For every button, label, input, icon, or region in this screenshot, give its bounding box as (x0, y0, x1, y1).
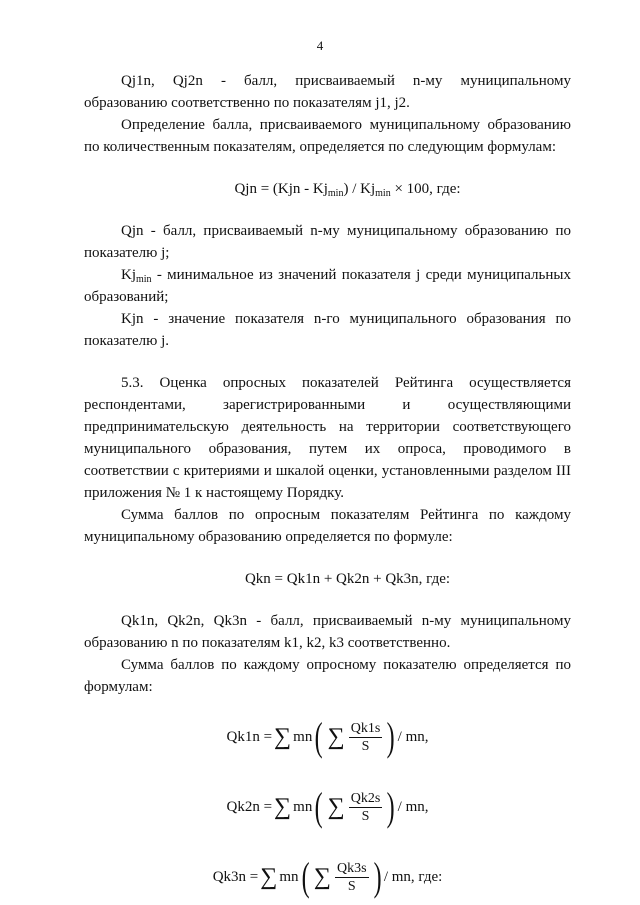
paragraph-qk-legend: Qk1n, Qk2n, Qk3n - балл, присваиваемый n-му муниципальному образованию n по показателям k1, k2, k3 соответственно. (84, 613, 571, 651)
formula-qk2n-tail: / mn, (397, 799, 429, 815)
fraction-numerator: Qk2s (350, 790, 381, 806)
formula-qk3n-mn: mn (279, 869, 299, 885)
fraction-denominator: S (361, 808, 370, 824)
paragraph-section-5-3: 5.3. Оценка опросных показателей Рейтинга осуществляется респондентами, зарегистрированными и осуществляющими предпринимательскую деятельность на территории соответствующего муниципального образования, путем их опроса, проводимого в соответствии с критериями и шкалой оценки, установленными разделом III приложения № 1 к настоящему Порядку. (84, 375, 571, 501)
fraction (349, 720, 383, 755)
paragraph-kjn-legend: Kjn - значение показателя n-го муниципального образования по показателю j. (84, 311, 571, 349)
formula-qk2n (84, 782, 571, 832)
formula-qk1n-mn: mn (293, 729, 313, 745)
sigma-icon: ∑ (260, 864, 278, 890)
paragraph-quantitative-intro: Определение балла, присваиваемого муниципальному образованию по количественным показателям, определяется по следующим формулам: (84, 117, 571, 155)
fraction (335, 860, 369, 895)
paren-open: ( (301, 854, 310, 899)
paren-close: ) (386, 784, 395, 829)
paragraph-per-indicator-intro: Сумма баллов по каждому опросному показателю определяется по формулам: (84, 657, 571, 695)
kjmin-symbol: Kj (121, 267, 136, 283)
sigma-icon: ∑ (274, 794, 292, 820)
sigma-icon: ∑ (327, 724, 345, 750)
paren-open: ( (314, 714, 323, 759)
fraction (349, 790, 383, 825)
formula-qjn-sub1: min (327, 188, 344, 199)
fraction-numerator: Qk1s (350, 720, 381, 736)
formula-qk1n-lhs: Qk1n = (226, 729, 273, 745)
formula-qjn-mid: ) / Kj (343, 181, 376, 197)
page-number: 4 (316, 38, 324, 53)
paragraph-kjmin-legend (84, 264, 571, 308)
fraction-denominator: S (347, 878, 356, 894)
paren-close: ) (373, 854, 382, 899)
formula-qjn (84, 178, 571, 200)
document-body (84, 70, 571, 902)
paragraph-qj-definition: Qj1n, Qj2n - балл, присваиваемый n-му муниципальному образованию соответственно по показателям j1, j2. (84, 73, 571, 111)
fraction-denominator: S (361, 738, 370, 754)
paragraph-survey-sum-intro: Сумма баллов по опросным показателям Рейтинга по каждому муниципальному образованию определяется по формуле: (84, 507, 571, 545)
formula-qk1n-tail: / mn, (397, 729, 429, 745)
sigma-icon: ∑ (313, 864, 331, 890)
formula-qk1n (84, 712, 571, 762)
sigma-icon: ∑ (274, 724, 292, 750)
paren-close: ) (386, 714, 395, 759)
kjmin-text: - минимальное из значений показателя j среди муниципальных образований; (84, 267, 571, 305)
formula-qjn-sub2: min (375, 188, 391, 199)
formula-qk3n-tail: / mn, где: (383, 869, 443, 885)
formula-qkn: Qkn = Qk1n + Qk2n + Qk3n, где: (244, 571, 451, 587)
fraction-numerator: Qk3s (336, 860, 367, 876)
formula-qjn-lhs: Qjn = (Kjn - Kj (234, 181, 328, 197)
kjmin-subscript: min (136, 274, 152, 285)
formula-qk3n (84, 852, 571, 902)
paren-open: ( (314, 784, 323, 829)
formula-qk2n-mn: mn (293, 799, 313, 815)
paragraph-qjn-legend: Qjn - балл, присваиваемый n-му муниципальному образованию по показателю j; (84, 223, 571, 261)
formula-qk2n-lhs: Qk2n = (226, 799, 273, 815)
sigma-icon: ∑ (327, 794, 345, 820)
formula-qjn-rhs: × 100, где: (390, 181, 461, 197)
formula-qk3n-lhs: Qk3n = (212, 869, 259, 885)
